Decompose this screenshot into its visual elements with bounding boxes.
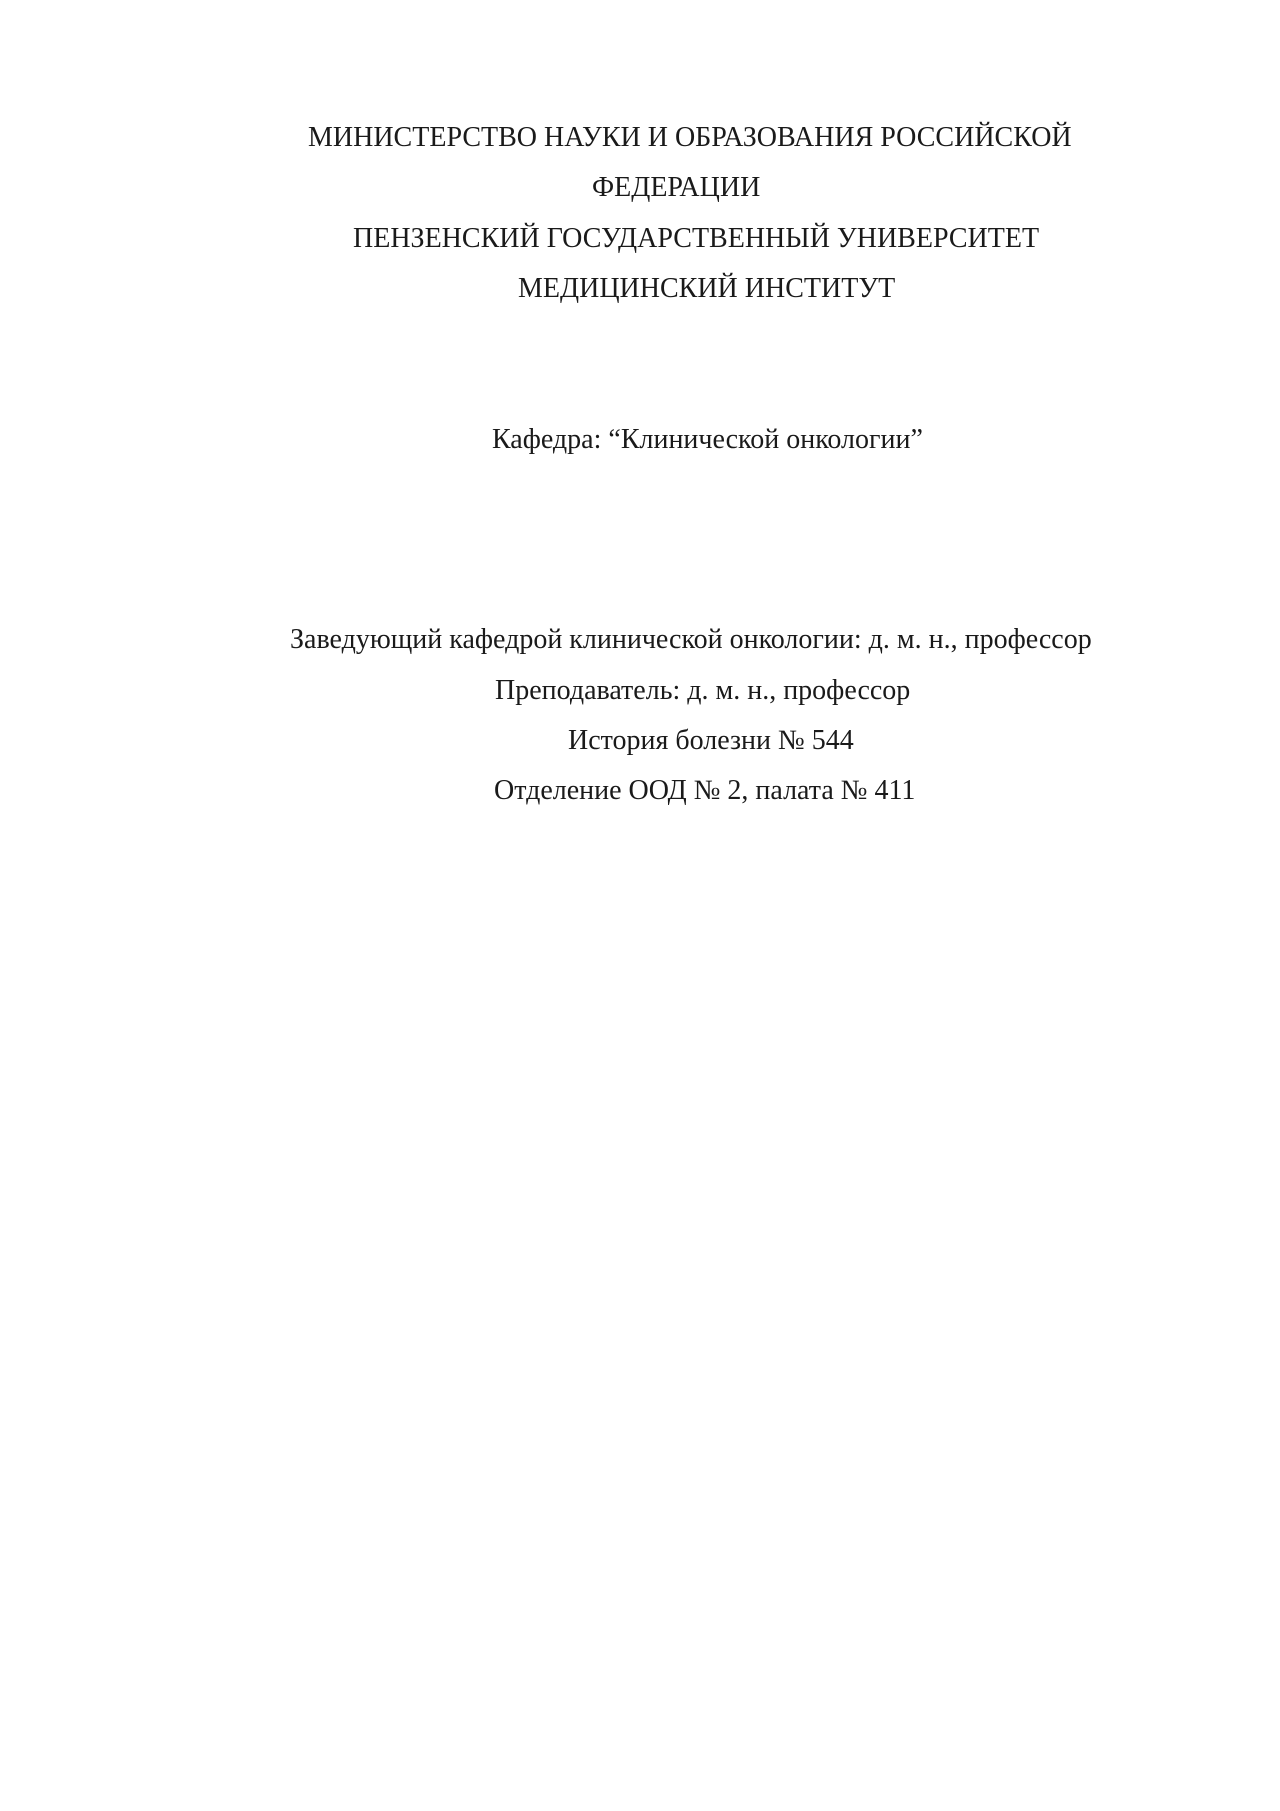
head-of-department-line: Заведующий кафедрой клинической онкологии: д. м. н., профессор [290,624,1092,655]
ward-line: Отделение ООД № 2, палата № 411 [494,775,916,806]
ministry-title-line2: ФЕДЕРАЦИИ [592,172,761,203]
teacher-line: Преподаватель: д. м. н., профессор [495,675,911,706]
department-label: Кафедра: “Клинической онкологии” [492,424,923,455]
case-history-line: История болезни № 544 [568,725,854,756]
university-title: ПЕНЗЕНСКИЙ ГОСУДАРСТВЕННЫЙ УНИВЕРСИТЕТ [353,223,1040,254]
ministry-title-line1: МИНИСТЕРСТВО НАУКИ И ОБРАЗОВАНИЯ РОССИЙСКОЙ [308,122,1072,153]
institute-title: МЕДИЦИНСКИЙ ИНСТИТУТ [518,273,896,304]
